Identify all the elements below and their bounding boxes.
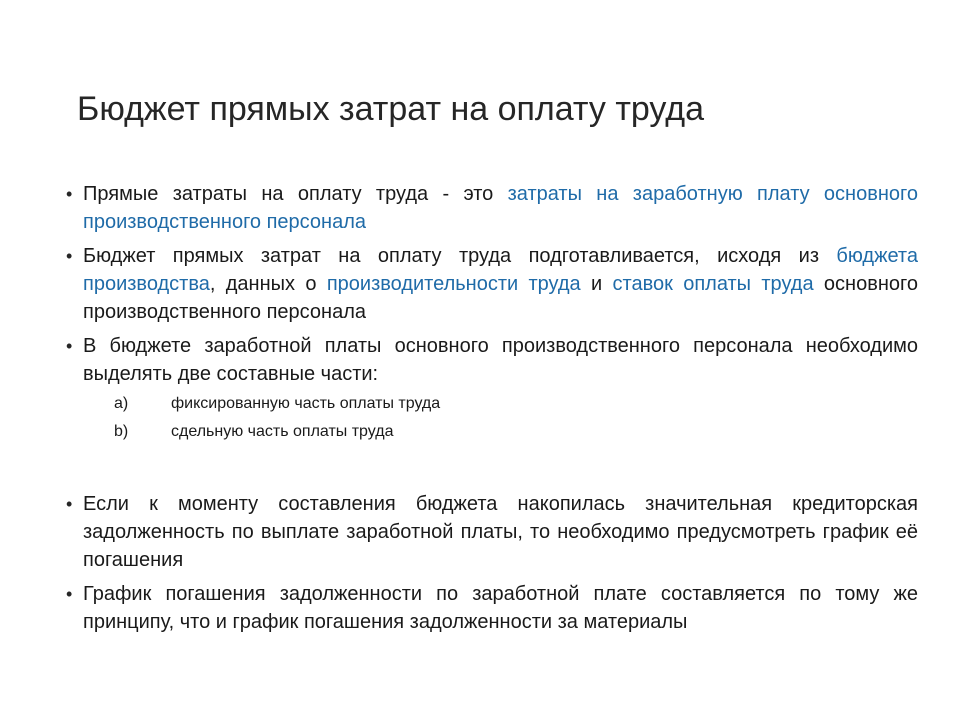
bullet-text: Если к моменту составления бюджета накопилась значительная кредиторская задолженность по выплате заработной платы, то необходимо предусмотреть график её погашения [83, 493, 918, 571]
highlighted-term: производительности труда [326, 273, 581, 295]
highlighted-term: затраты на заработную плату основного производственного персонала [83, 183, 918, 233]
sub-item-fixed [83, 390, 918, 418]
bullet-item-direct-costs [62, 180, 918, 236]
bullet-list [62, 180, 918, 642]
bullet-text: основного производственного персонала [83, 273, 918, 323]
sub-item-text: сдельную часть оплаты труда [171, 423, 394, 440]
bullet-icon: • [66, 246, 73, 266]
highlighted-term: бюджета производства [83, 245, 918, 295]
bullet-text: и [580, 273, 613, 295]
bullet-item-repayment-schedule [62, 580, 918, 636]
sub-item-marker: a) [114, 395, 129, 412]
bullet-text: Прямые затраты на оплату труда - это [83, 183, 508, 205]
spacer [62, 452, 918, 490]
bullet-text: , данных о [209, 273, 327, 295]
sub-item-text: фиксированную часть оплаты труда [171, 395, 441, 412]
sub-item-piecework [83, 418, 918, 446]
bullet-item-wage-components [62, 332, 918, 446]
sub-item-marker: b) [114, 423, 129, 440]
sub-list [83, 390, 918, 446]
bullet-icon: • [66, 336, 73, 356]
highlighted-term: ставок оплаты труда [612, 273, 814, 295]
bullet-icon: • [66, 584, 73, 604]
bullet-item-budget-preparation [62, 242, 918, 326]
slide-title: Бюджет прямых затрат на оплату труда [77, 90, 705, 128]
bullet-item-payables [62, 490, 918, 574]
bullet-icon: • [66, 184, 73, 204]
bullet-text: График погашения задолженности по заработной плате составляется по тому же принципу, что и график погашения задолженности за материалы [83, 583, 918, 633]
bullet-icon: • [66, 494, 73, 514]
bullet-text: В бюджете заработной платы основного производственного персонала необходимо выделять две составные части: [83, 335, 918, 385]
bullet-text: Бюджет прямых затрат на оплату труда подготавливается, исходя из [83, 245, 837, 267]
